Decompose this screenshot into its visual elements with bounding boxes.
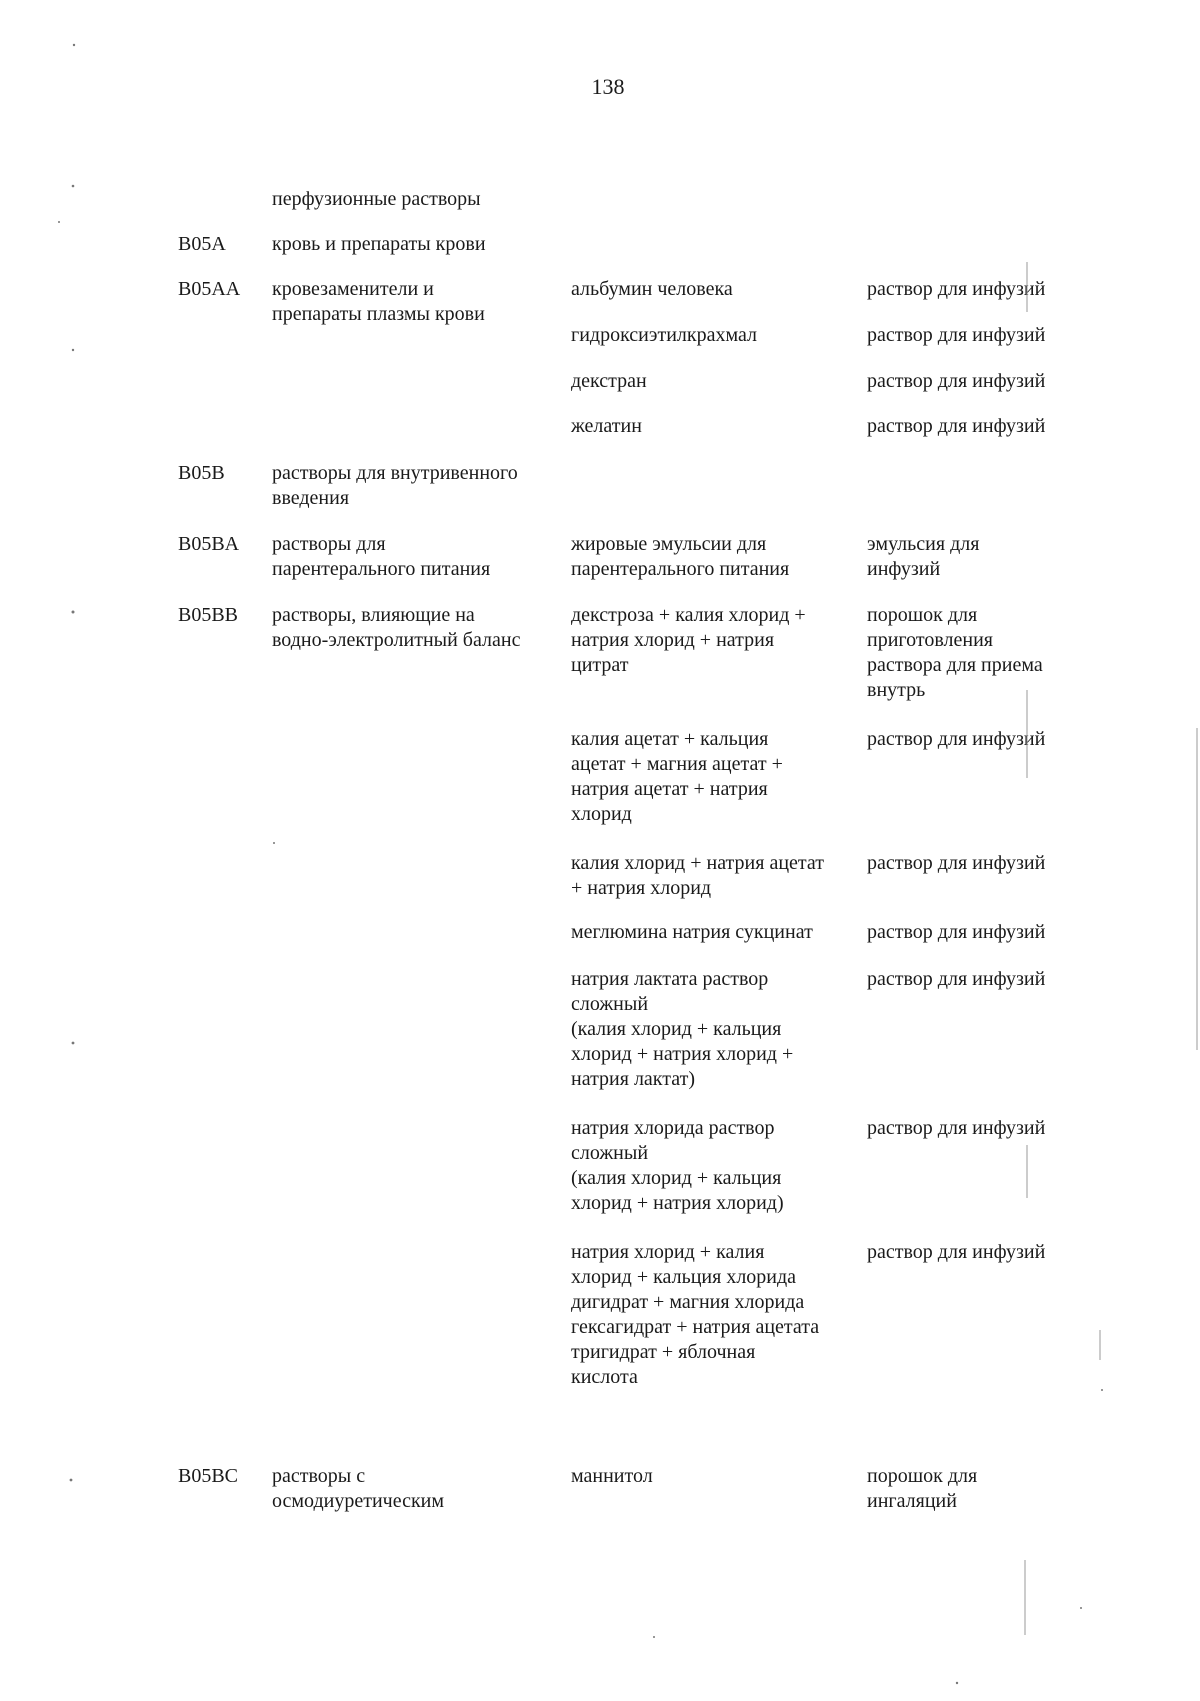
cell-drug	[571, 851, 863, 901]
cell-form	[867, 603, 1082, 703]
cell-line: раствор для инфузий	[867, 1241, 1046, 1263]
cell-line: порошок для	[867, 1465, 978, 1487]
speck-lines	[1025, 262, 1197, 1635]
cell-line: приготовления	[867, 629, 993, 651]
cell-line: тригидрат + яблочная	[571, 1341, 756, 1363]
cell-line: декстран	[571, 370, 647, 392]
cell-category	[272, 1464, 562, 1514]
cell-line: перфузионные растворы	[272, 188, 481, 210]
cell-drug	[571, 323, 863, 348]
cell-category	[272, 461, 562, 511]
cell-line: растворы с	[272, 1465, 366, 1487]
cell-line: декстроза + калия хлорид +	[571, 604, 806, 626]
page-number: 138	[591, 74, 625, 99]
cell-line: водно-электролитный баланс	[272, 629, 521, 651]
cell-line: цитрат	[571, 654, 629, 676]
cell-line: кровь и препараты крови	[272, 233, 486, 255]
cell-form	[867, 1240, 1082, 1265]
cell-code: B05BB	[178, 604, 239, 626]
cell-line: хлорид + натрия хлорид +	[571, 1043, 794, 1065]
cell-line: хлорид	[571, 803, 632, 825]
cell-form	[867, 727, 1082, 752]
cell-drug	[571, 1240, 863, 1390]
cell-category	[272, 232, 562, 257]
cell-line: жировые эмульсии для	[571, 533, 767, 555]
cell-line: натрия лактата раствор	[571, 968, 769, 990]
cell-form	[867, 414, 1082, 439]
cell-line: калия хлорид + натрия ацетат	[571, 852, 824, 874]
cell-line: маннитол	[571, 1465, 653, 1487]
cell-line: осмодиуретическим	[272, 1490, 445, 1512]
cell-line: раствор для инфузий	[867, 415, 1046, 437]
cell-line: альбумин человека	[571, 278, 733, 300]
cell-line: эмульсия для	[867, 533, 980, 555]
cell-line: натрия ацетат + натрия	[571, 778, 768, 800]
cell-line: сложный	[571, 993, 649, 1015]
cell-category	[272, 532, 562, 582]
cell-line: раствор для инфузий	[867, 921, 1046, 943]
cell-line: раствор для инфузий	[867, 278, 1046, 300]
cell-line: меглюмина натрия сукцинат	[571, 921, 813, 943]
cell-form	[867, 532, 1082, 582]
cell-drug	[571, 277, 863, 302]
cell-line: ингаляций	[867, 1490, 957, 1512]
cell-line: желатин	[571, 415, 642, 437]
cell-line: инфузий	[867, 558, 941, 580]
cell-drug	[571, 1116, 863, 1216]
cell-line: раствор для инфузий	[867, 1117, 1046, 1139]
cell-line: растворы, влияющие на	[272, 604, 475, 626]
cell-line: растворы для	[272, 533, 386, 555]
cell-form	[867, 851, 1082, 876]
cell-line: препараты плазмы крови	[272, 303, 485, 325]
cell-drug	[571, 414, 863, 439]
cell-line: ацетат + магния ацетат +	[571, 753, 783, 775]
cell-code: B05BC	[178, 1465, 239, 1487]
cell-line: порошок для	[867, 604, 978, 626]
cell-line: раствор для инфузий	[867, 324, 1046, 346]
cell-form	[867, 1464, 1082, 1514]
cell-line: натрия хлорид + калия	[571, 1241, 765, 1263]
cell-line: (калия хлорид + кальция	[571, 1167, 782, 1189]
cell-code: B05AA	[178, 278, 241, 300]
cell-category	[272, 187, 562, 212]
cell-drug	[571, 532, 863, 582]
cell-line: гидроксиэтилкрахмал	[571, 324, 758, 346]
cell-line: раствор для инфузий	[867, 728, 1046, 750]
cell-line: раствора для приема	[867, 654, 1043, 676]
cell-line: хлорид + натрия хлорид)	[571, 1192, 784, 1214]
cell-drug	[571, 1464, 863, 1489]
cell-line: натрия хлорида раствор	[571, 1117, 775, 1139]
cell-line: раствор для инфузий	[867, 370, 1046, 392]
cell-form	[867, 277, 1082, 302]
cell-category	[272, 277, 562, 327]
cell-line: раствор для инфузий	[867, 852, 1046, 874]
cell-line: парентерального питания	[272, 558, 491, 580]
cell-code: B05B	[178, 462, 225, 484]
cell-line: дигидрат + магния хлорида	[571, 1291, 805, 1313]
cell-line: натрия хлорид + натрия	[571, 629, 775, 651]
cell-form	[867, 920, 1082, 945]
cell-drug	[571, 603, 863, 678]
cell-line: (калия хлорид + кальция	[571, 1018, 782, 1040]
cell-line: внутрь	[867, 679, 926, 701]
cell-line: гексагидрат + натрия ацетата	[571, 1316, 820, 1338]
cell-form	[867, 967, 1082, 992]
cell-line: калия ацетат + кальция	[571, 728, 769, 750]
cell-form	[867, 323, 1082, 348]
cell-line: парентерального питания	[571, 558, 790, 580]
cell-line: кровезаменители и	[272, 278, 434, 300]
cell-line: + натрия хлорид	[571, 877, 712, 899]
cell-drug	[571, 369, 863, 394]
cell-drug	[571, 967, 863, 1092]
cell-line: введения	[272, 487, 350, 509]
cell-line: сложный	[571, 1142, 649, 1164]
cell-line: хлорид + кальция хлорида	[571, 1266, 797, 1288]
cell-line: кислота	[571, 1366, 638, 1388]
cell-line: натрия лактат)	[571, 1068, 696, 1090]
cell-drug	[571, 727, 863, 827]
cell-code: B05BA	[178, 533, 240, 555]
cell-category	[272, 603, 562, 653]
cell-line: растворы для внутривенного	[272, 462, 518, 484]
cell-drug	[571, 920, 863, 945]
cell-line: раствор для инфузий	[867, 968, 1046, 990]
cell-form	[867, 369, 1082, 394]
cell-form	[867, 1116, 1082, 1141]
cell-code: B05A	[178, 233, 226, 255]
